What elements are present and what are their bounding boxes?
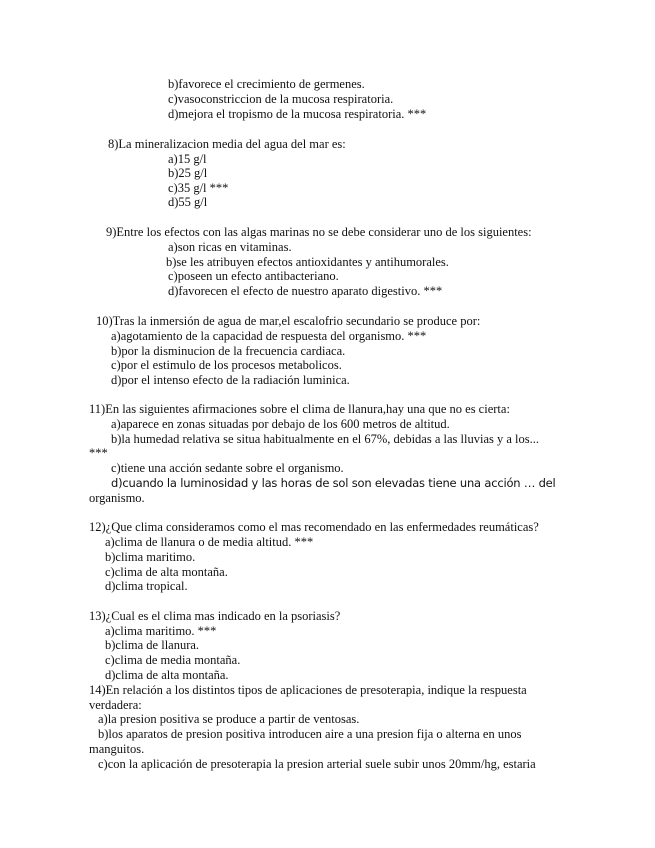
q11-option-d-continued: organismo.	[89, 491, 145, 505]
q14-option-a: a)la presion positiva se produce a partir de ventosas.	[98, 712, 360, 726]
q10-option-a: a)agotamiento de la capacidad de respuesta del organismo. ***	[111, 329, 427, 343]
q13-option-a: a)clima maritimo. ***	[105, 624, 217, 638]
q7-option-c: c)vasoconstriccion de la mucosa respiratoria.	[168, 92, 394, 106]
q9-option-d: d)favorecen el efecto de nuestro aparato digestivo. ***	[168, 284, 443, 298]
q10-question: 10)Tras la inmersión de agua de mar,el escalofrio secundario se produce por:	[96, 314, 481, 328]
q11-option-b: b)la humedad relativa se situa habitualmente en el 67%, debidas a las lluvias y a los...	[111, 432, 539, 446]
q10-option-b: b)por la disminucion de la frecuencia cardiaca.	[111, 344, 346, 358]
q8-option-a: a)15 g/l	[168, 152, 207, 166]
q11-question: 11)En las siguientes afirmaciones sobre el clima de llanura,hay una que no es cierta:	[89, 402, 510, 416]
q14-option-b: b)los aparatos de presion positiva introducen aire a una presion fija o alterna en unos	[98, 727, 522, 741]
q9-option-a: a)son ricas en vitaminas.	[168, 240, 292, 254]
q14-question-continued: verdadera:	[89, 698, 142, 712]
q12-question: 12)¿Que clima consideramos como el mas recomendado en las enfermedades reumáticas?	[89, 520, 539, 534]
q13-option-b: b)clima de llanura.	[105, 638, 200, 652]
q7-option-d: d)mejora el tropismo de la mucosa respiratoria. ***	[168, 107, 427, 121]
q10-option-c: c)por el estimulo de los procesos metabolicos.	[111, 358, 342, 372]
q11-option-c: c)tiene una acción sedante sobre el organismo.	[111, 461, 344, 475]
q8-option-d: d)55 g/l	[168, 195, 208, 209]
q11-option-a: a)aparece en zonas situadas por debajo de los 600 metros de altitud.	[111, 417, 450, 431]
q13-option-d: d)clima de alta montaña.	[105, 668, 229, 682]
q9-question: 9)Entre los efectos con las algas marinas no se debe considerar uno de los siguientes:	[106, 225, 532, 239]
q13-option-c: c)clima de media montaña.	[105, 653, 241, 667]
q12-option-b: b)clima maritimo.	[105, 550, 196, 564]
q11-option-d: d)cuando la luminosidad y las horas de sol son elevadas tiene una acción … del	[111, 476, 556, 490]
q10-option-d: d)por el intenso efecto de la radiación luminica.	[111, 373, 350, 387]
q8-option-c: c)35 g/l ***	[168, 181, 229, 195]
q8-question: 8)La mineralizacion media del agua del mar es:	[108, 137, 346, 151]
q7-option-b: b)favorece el crecimiento de germenes.	[168, 77, 365, 91]
q9-option-c: c)poseen un efecto antibacteriano.	[168, 269, 339, 283]
q14-option-c: c)con la aplicación de presoterapia la presion arterial suele subir unos 20mm/hg, estaria	[98, 757, 536, 771]
q12-option-c: c)clima de alta montaña.	[105, 565, 228, 579]
q9-option-b: b)se les atribuyen efectos antioxidantes y antihumorales.	[166, 255, 449, 269]
q12-option-a: a)clima de llanura o de media altitud. ***	[105, 535, 314, 549]
q14-option-b-continued: manguitos.	[89, 742, 145, 756]
q14-question: 14)En relación a los distintos tipos de aplicaciones de presoterapia, indique la respuesta	[89, 683, 527, 697]
q12-option-d: d)clima tropical.	[105, 579, 188, 593]
q13-question: 13)¿Cual es el clima mas indicado en la psoriasis?	[89, 609, 341, 623]
q8-option-b: b)25 g/l	[168, 166, 208, 180]
q11-option-b-mark: ***	[89, 446, 108, 460]
